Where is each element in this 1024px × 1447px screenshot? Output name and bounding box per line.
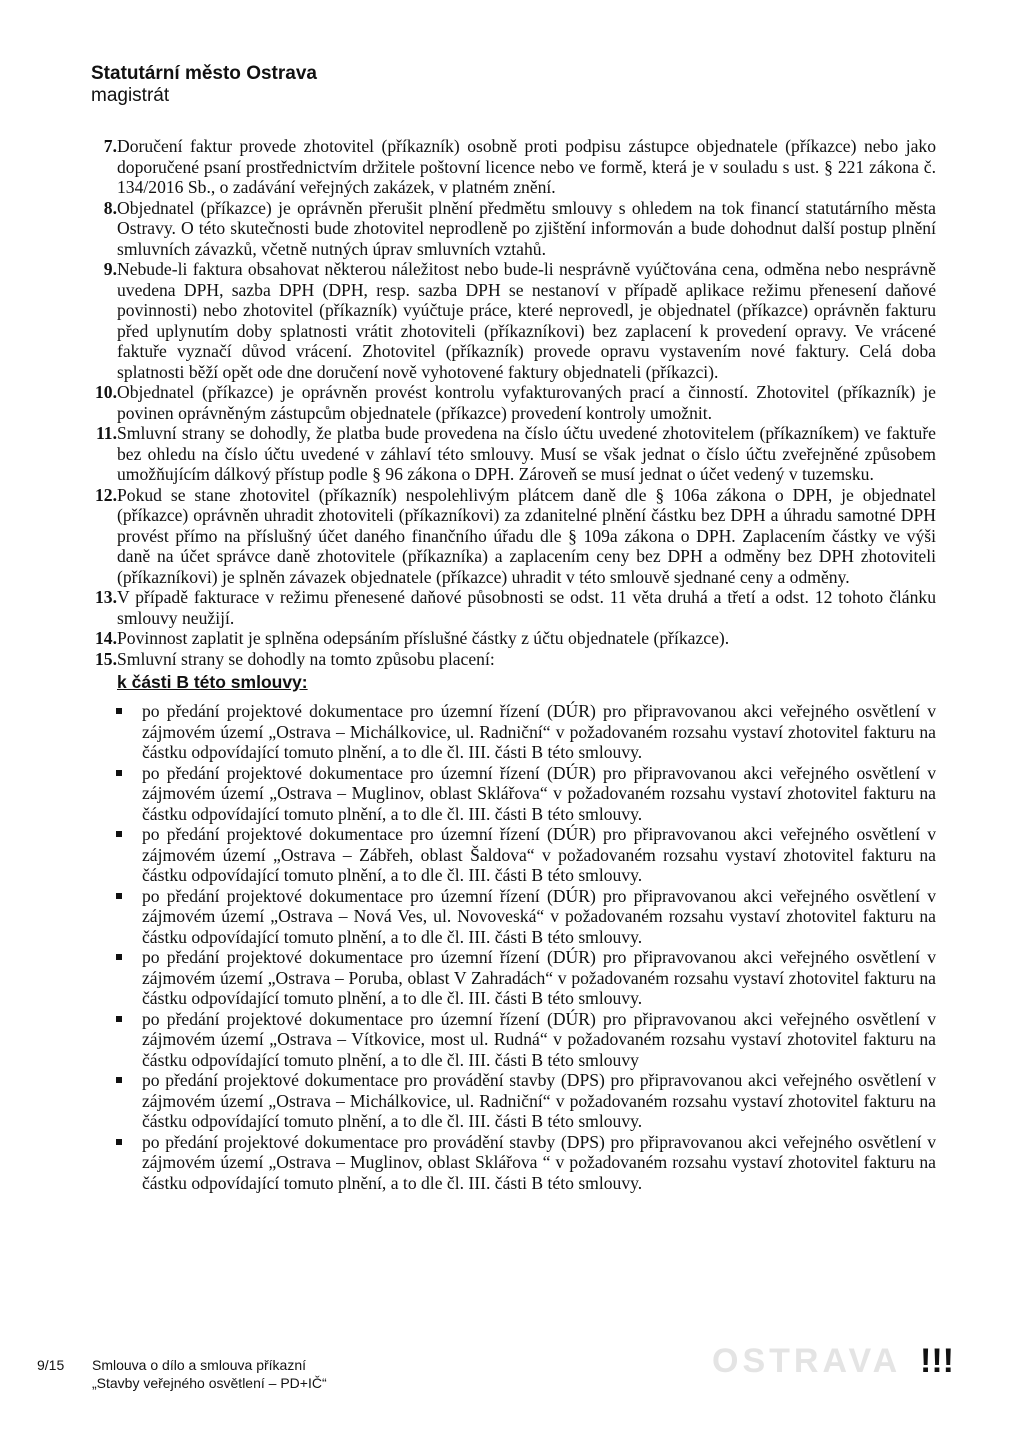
square-bullet-icon: [116, 770, 122, 776]
clause-12: [82, 485, 936, 588]
clause-8: [82, 198, 936, 260]
clause-number: 12.: [95, 484, 117, 505]
list-item: [142, 763, 936, 825]
clause-number: 13.: [95, 587, 117, 607]
organization-name: Statutární město Ostrava: [91, 63, 317, 84]
list-item: [142, 947, 936, 1009]
clause-text: Doručení faktur provede zhotovitel (příkazník) osobně proti podpisu zástupce objednatele (příkazce) nebo jako doporučené psaní prostřednictvím držitele poštovní licence nebo ve formě, která je v souladu s ust. § 221 zákona č. 134/2016 Sb., o zadávání veřejných zakázek, v platném znění.: [117, 136, 936, 197]
clause-number: 9.: [103, 259, 117, 279]
clause-number: 15.: [95, 648, 117, 669]
list-item: [142, 701, 936, 763]
list-item-text: po předání projektové dokumentace pro provádění stavby (DPS) pro připravovanou akci veřejného osvětlení v zájmovém území „Ostrava – Muglinov, oblast Sklářova “ v požadovaném rozsahu vystaví zhotovitel fakturu na částku odpovídající tomuto plnění, a to dle čl. III. části B této smlouvy.: [142, 1131, 936, 1193]
document-name-line1: Smlouva o dílo a smlouva příkazní: [92, 1357, 306, 1373]
clause-number: 7.: [103, 136, 117, 156]
list-item: [142, 824, 936, 886]
clause-text: Smluvní strany se dohodly, že platba bude provedena na číslo účtu uvedené zhotovitelem (příkazníkem) ve faktuře bez ohledu na číslo účtu uvedené v záhlaví této smlouvy. Musí se však jednat o číslo účtu zveřejněné způsobem umožňujícím dálkový přístup podle § 96 zákona o DPH. Zároveň se musí jednat o účet vedený v tuzemsku.: [117, 423, 936, 484]
list-item: [142, 1070, 936, 1132]
list-item-text: po předání projektové dokumentace pro provádění stavby (DPS) pro připravovanou akci veřejného osvětlení v zájmovém území „Ostrava – Michálkovice, ul. Radniční“ v požadovaném rozsahu vystaví zhotovitel fakturu na částku odpovídající tomuto plnění, a to dle čl. III. části B této smlouvy.: [142, 1070, 936, 1131]
square-bullet-icon: [116, 1016, 122, 1022]
square-bullet-icon: [116, 831, 122, 837]
clause-text: V případě fakturace v režimu přenesené daňové působnosti se odst. 11 věta druhá a třetí a odst. 12 tohoto článku smlouvy neužijí.: [117, 587, 936, 628]
list-item-text: po předání projektové dokumentace pro územní řízení (DÚR) pro připravovanou akci veřejného osvětlení v zájmovém území „Ostrava – Michálkovice, ul. Radniční“ v požadovaném rozsahu vystaví zhotovitel fakturu na částku odpovídající tomuto plnění, a to dle čl. III. části B této smlouvy.: [142, 701, 936, 762]
square-bullet-icon: [116, 893, 122, 899]
ostrava-logo: [712, 1342, 962, 1382]
square-bullet-icon: [116, 954, 122, 960]
clause-text: Objednatel (příkazce) je oprávněn provést kontrolu vyfakturovaných prací a činností. Zhotovitel (příkazník) je povinen oprávněným zástupcům objednatele (příkazce) provedení kontroly umožnit.: [117, 382, 936, 423]
list-item-text: po předání projektové dokumentace pro územní řízení (DÚR) pro připravovanou akci veřejného osvětlení v zájmovém území „Ostrava – Poruba, oblast V Zahradách“ v požadovaném rozsahu vystaví zhotovitel fakturu na částku odpovídající tomuto plnění, a to dle čl. III. části B této smlouvy.: [142, 947, 936, 1008]
logo-text: OSTRAVA: [712, 1342, 902, 1380]
list-item-text: po předání projektové dokumentace pro územní řízení (DÚR) pro připravovanou akci veřejného osvětlení v zájmovém území „Ostrava – Zábřeh, oblast Šaldova“ v požadovaném rozsahu vystaví zhotovitel fakturu na částku odpovídající tomuto plnění, a to dle čl. III. části B této smlouvy.: [142, 824, 936, 885]
payment-list: [82, 701, 936, 1193]
logo-exclamation: !!!: [920, 1342, 954, 1380]
square-bullet-icon: [116, 1139, 122, 1145]
list-item: [142, 1009, 936, 1071]
clause-text: Povinnost zaplatit je splněna odepsáním příslušné částky z účtu objednatele (příkazce).: [117, 628, 730, 648]
clause-10: [82, 382, 936, 423]
list-item: [142, 886, 936, 948]
clause-text: Pokud se stane zhotovitel (příkazník) nespolehlivým plátcem daně dle § 106a zákona o DPH, je objednatel (příkazce) oprávněn uhradit zhotoviteli (příkazníkovi) za zdanitelné plnění částku bez DPH a úhradu samotné DPH provést přímo na příslušný účet daného finančního úřadu dle § 109a zákona o DPH. Zaplacením částky ve výši daně na účet správce daně zhotovitele (příkazníka) a zaplacením ceny bez DPH a odměny bez DPH zhotoviteli (příkazníkovi) je splněn závazek objednatele (příkazce) uhradit v této smlouvě sjednané ceny a odměny.: [117, 484, 936, 587]
clause-text: Objednatel (příkazce) je oprávněn přerušit plnění předmětu smlouvy s ohledem na tok financí statutárního města Ostravy. O této skutečnosti bude zhotovitel neprodleně po zjištění informován a bude dohodnut další postup plnění smluvních závazků, včetně nutných úprav smluvních vztahů.: [117, 197, 936, 259]
clause-number: 10.: [95, 382, 117, 402]
square-bullet-icon: [116, 1077, 122, 1083]
clause-7: [82, 136, 936, 198]
page-number: 9/15: [37, 1357, 65, 1373]
list-item: [142, 1132, 936, 1194]
list-item-text: po předání projektové dokumentace pro územní řízení (DÚR) pro připravovanou akci veřejného osvětlení v zájmovém území „Ostrava – Nová Ves, ul. Novoveská“ v požadovaném rozsahu vystaví zhotovitel fakturu na částku odpovídající tomuto plnění, a to dle čl. III. části B této smlouvy.: [142, 885, 936, 947]
document-body: [82, 136, 936, 1193]
list-item-text: po předání projektové dokumentace pro územní řízení (DÚR) pro připravovanou akci veřejného osvětlení v zájmovém území „Ostrava – Vítkovice, most ul. Rudná“ v požadovaném rozsahu vystaví zhotovitel fakturu na částku odpovídající tomuto plnění, a to dle čl. III. části B této smlouvy: [142, 1008, 936, 1070]
clause-15: [82, 649, 936, 670]
clause-number: 11.: [95, 423, 117, 443]
letterhead: [91, 63, 317, 107]
clause-11: [82, 423, 936, 485]
section-title: k části B této smlouvy:: [117, 672, 308, 692]
clause-text: Nebude-li faktura obsahovat některou náležitost nebo bude-li nesprávně vyúčtována cena, odměna nebo nesprávně uvedena DPH, sazba DPH (DPH, resp. sazba DPH se nestanoví v případě aplikace režimu přenesení daňové povinnosti) nebo zhotovitel (příkazník) vyúčtuje práce, které neprovedl, je objednatel (příkazce) oprávněn fakturu před uplynutím doby splatnosti vrátit zhotoviteli (příkazníkovi) bez zaplacení k provedení opravy. Ve vrácené faktuře vyznačí důvod vrácení. Zhotovitel (příkazník) provede opravu vystavením nové faktury. Celá doba splatnosti běží opět ode dne doručení nově vyhotovené faktury objednateli (příkazci).: [117, 259, 936, 382]
square-bullet-icon: [116, 708, 122, 714]
list-item-text: po předání projektové dokumentace pro územní řízení (DÚR) pro připravovanou akci veřejného osvětlení v zájmovém území „Ostrava – Muglinov, oblast Sklářova“ v požadovaném rozsahu vystaví zhotovitel fakturu na částku odpovídající tomuto plnění, a to dle čl. III. části B této smlouvy.: [142, 762, 936, 824]
clause-number: 8.: [103, 197, 117, 218]
document-name: [92, 1356, 327, 1392]
clause-14: [82, 628, 936, 649]
department-name: magistrát: [91, 85, 170, 106]
document-name-line2: „Stavby veřejného osvětlení – PD+IČ“: [92, 1375, 327, 1391]
clause-9: [82, 259, 936, 382]
clause-13: [82, 587, 936, 628]
clause-number: 14.: [95, 628, 117, 648]
clause-text: Smluvní strany se dohodly na tomto způsobu placení:: [117, 648, 495, 669]
